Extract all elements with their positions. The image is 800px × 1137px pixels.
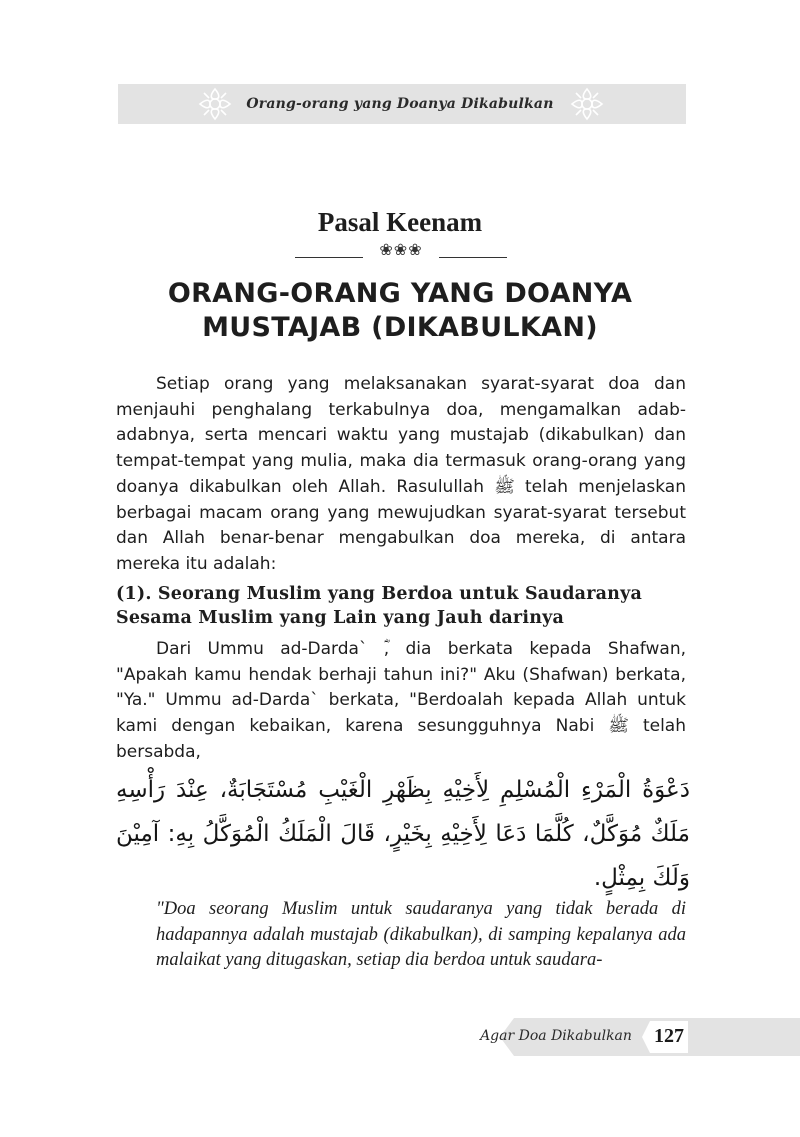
left-ornament-icon [198, 87, 232, 121]
intro-text [116, 372, 686, 578]
chapter-title-line-2: MUSTAJAB (DIKABULKAN) [202, 312, 598, 343]
footer-book-title: Agar Doa Dikabulkan [480, 1028, 632, 1044]
chapter-title [110, 277, 690, 345]
hadith-translation: "Doa seorang Muslim untuk saudaranya yang tidak berada di hadapannya adalah mustajab (dikabulkan), di samping kepalanya ada malaikat yang ditugaskan, setiap dia berdoa untuk saudara- [156, 899, 686, 971]
page-number: 127 [654, 1025, 684, 1047]
intro-paragraph: Setiap orang yang melaksanakan syarat-syarat doa dan menjauhi penghalang terkabulnya doa, mengamalkan adab-adabnya, serta mencari waktu yang mustajab (dikabulkan) dan tempat-tempat yang mulia, maka dia termasuk orang-orang yang doanya dikabulkan oleh Allah. Rasulullah ﷺ telah menjelaskan berbagai macam orang yang mewujudkan syarat-syarat tersebut dan Allah benar-benar mengabulkan doa mereka, di antara mereka itu adalah: [116, 374, 686, 574]
section-text [116, 637, 686, 766]
chapter-title-line-1: ORANG-ORANG YANG DOANYA [167, 278, 633, 309]
section-paragraph: Dari Ummu ad-Darda` ؓ, dia berkata kepada Shafwan, "Apakah kamu hendak berhaji tahun ini?" Aku (Shafwan) berkata, "Ya." Ummu ad-Darda` berkata, "Berdoalah kepada Allah untuk kami dengan kebaikan, karena sesungguhnya Nabi ﷺ telah bersabda, [116, 639, 686, 762]
divider-line-left [295, 257, 363, 258]
section-heading: (1). Seorang Muslim yang Berdoa untuk Saudaranya Sesama Muslim yang Lain yang Jauh darinya [116, 584, 643, 628]
running-header-title: Orang-orang yang Doanya Dikabulkan [246, 96, 554, 112]
chapter-label: Pasal Keenam [317, 207, 483, 237]
right-ornament-icon [570, 87, 604, 121]
divider-line-right [439, 257, 507, 258]
flower-ornament-icon: ❀❀❀ [379, 240, 423, 259]
hadith-arabic-text: دَعْوَةُ الْمَرْءِ الْمُسْلِمِ لِأَخِيْهِ بِظَهْرِ الْغَيْبِ مُسْتَجَابَةٌ، عِنْدَ رَأْسِهِ مَلَكٌ مُوَكَّلٌ، كُلَّمَا دَعَا لِأَخِيْهِ بِخَيْرٍ، قَالَ الْمَلَكُ الْمُوَكَّلُ بِهِ: آمِيْنَ وَلَكَ بِمِثْلٍ. [116, 777, 690, 891]
chapter-divider [295, 238, 507, 262]
